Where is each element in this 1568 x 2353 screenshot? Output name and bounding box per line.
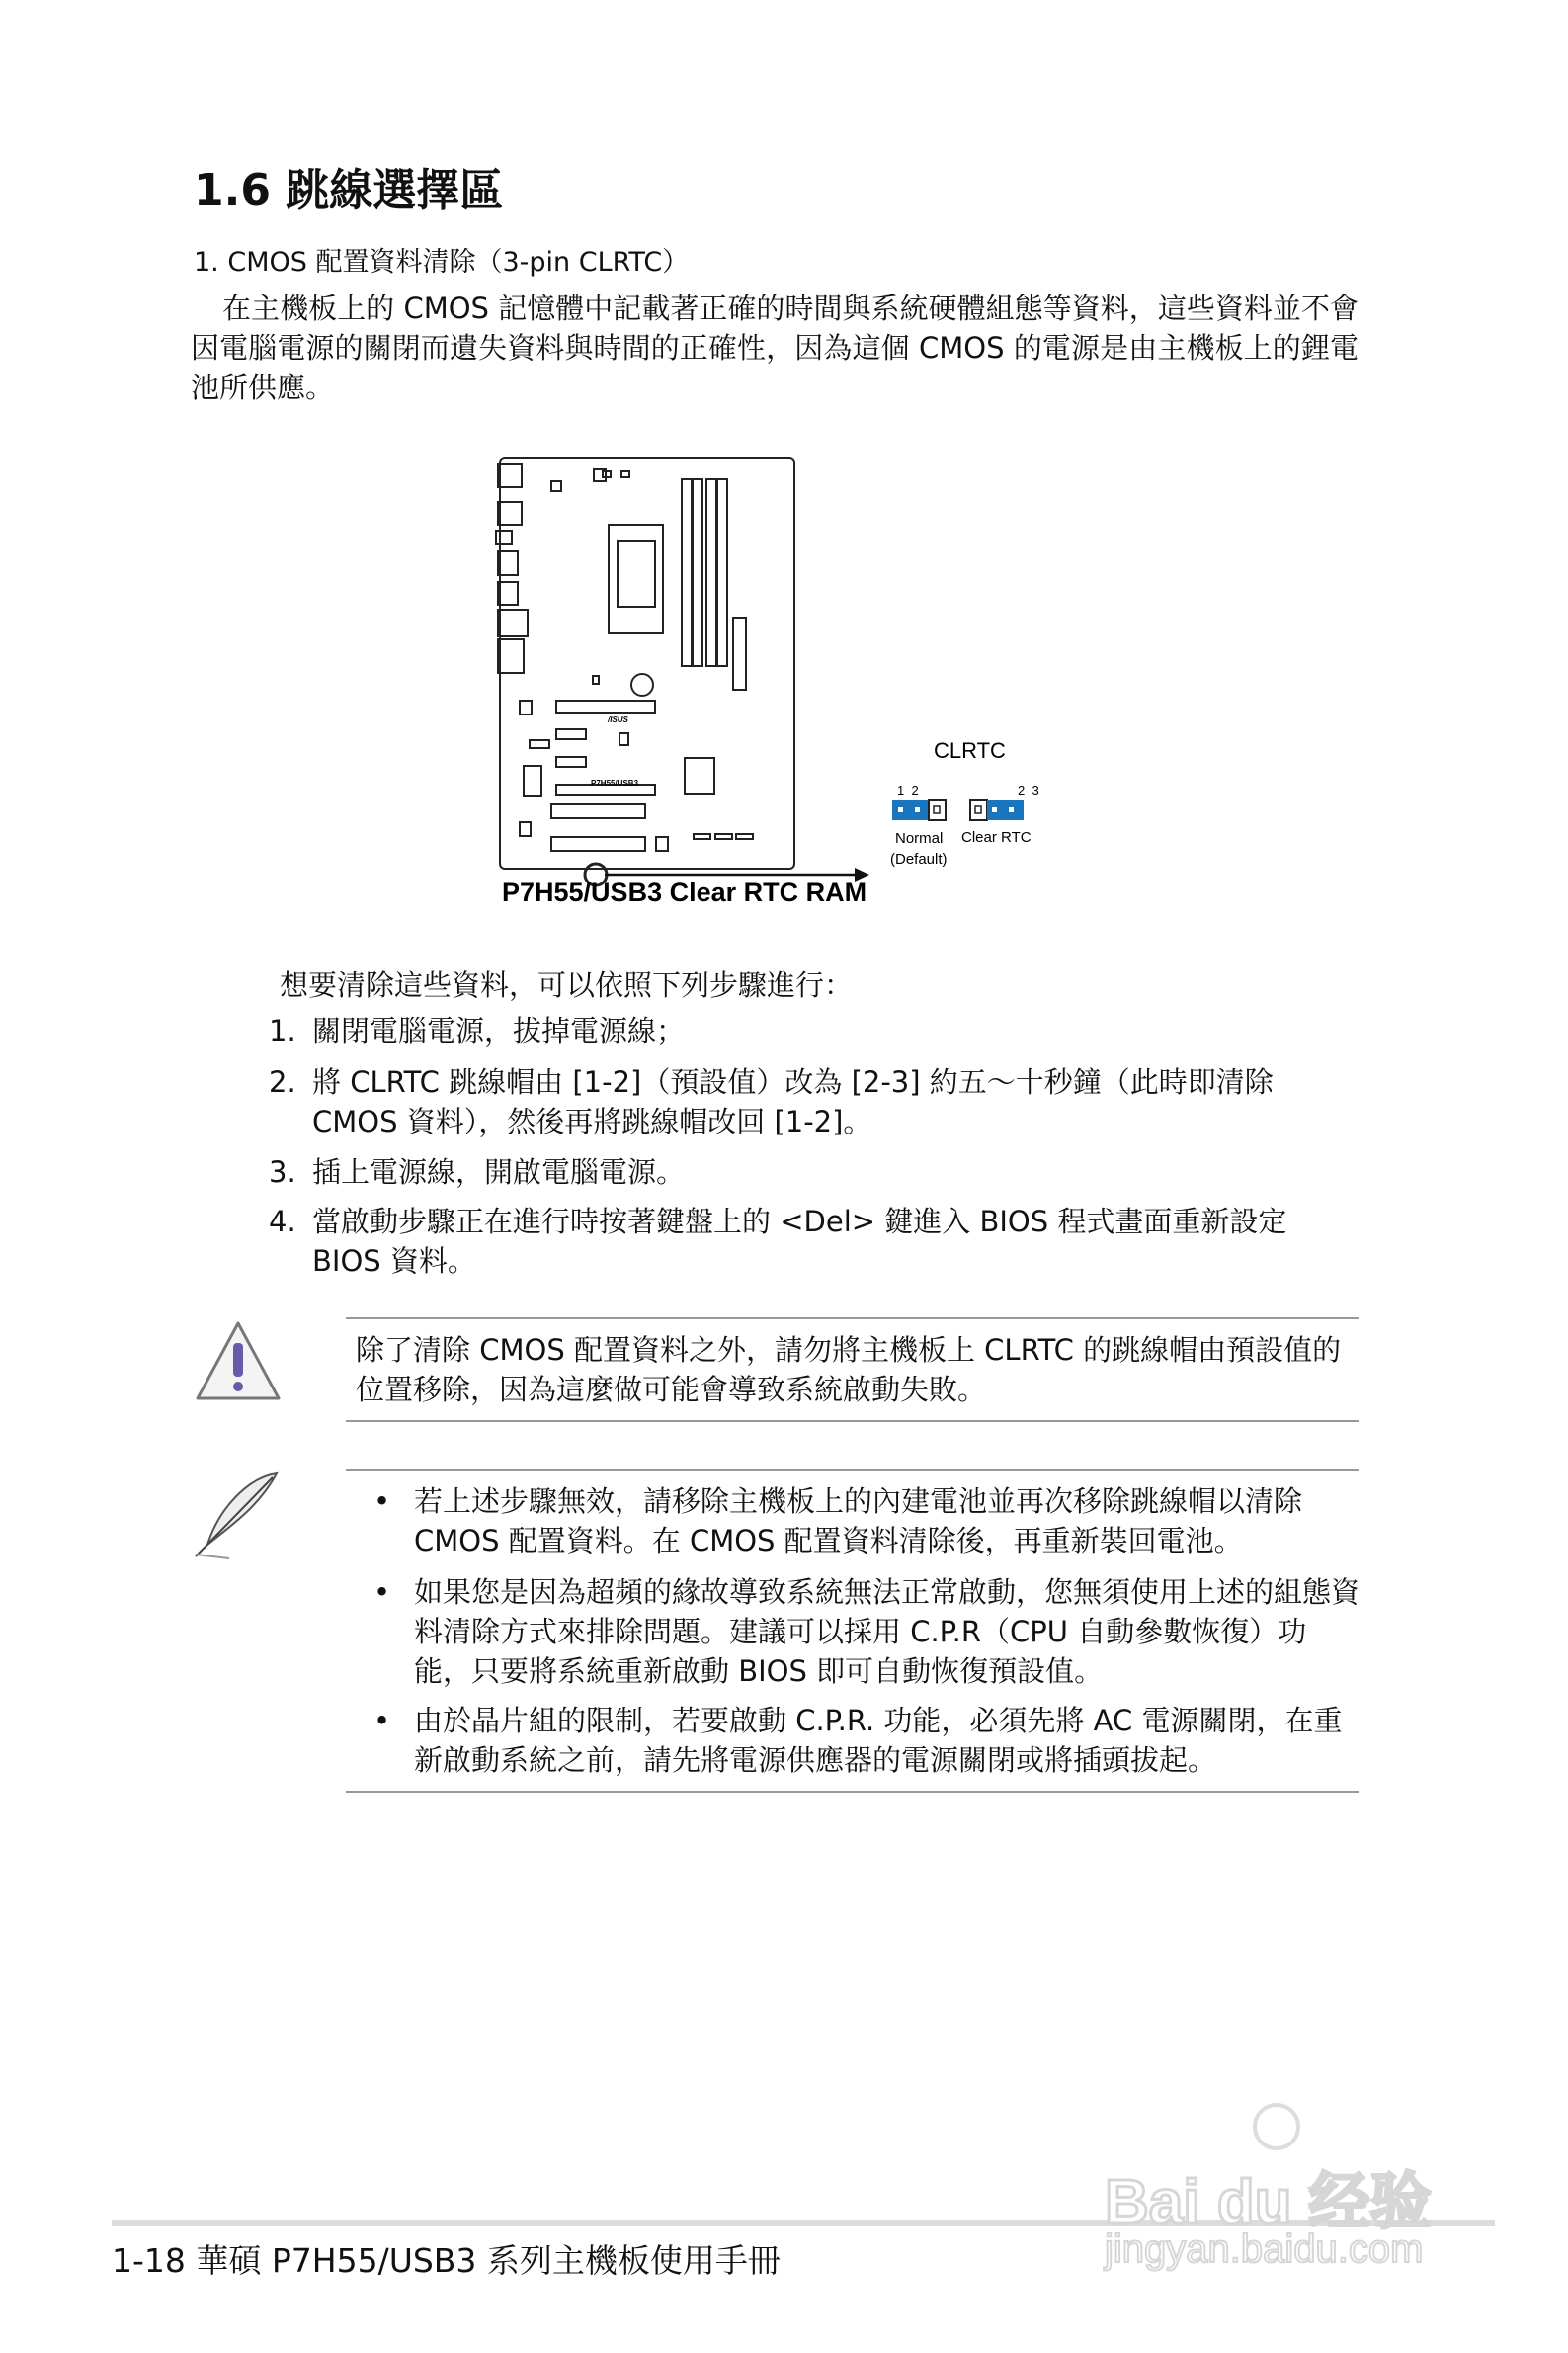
jumper-normal — [892, 800, 946, 820]
divider — [346, 1317, 1359, 1319]
step-number: 2. — [269, 1065, 296, 1099]
pcie-slot — [556, 701, 655, 713]
step-text: 關閉電腦電源，拔掉電源線； — [312, 1014, 686, 1048]
steps-intro: 想要清除這些資料，可以依照下列步驟進行： — [280, 968, 854, 1002]
dimm-slot — [682, 479, 692, 666]
step-text: 當啟動步驟正在進行時按著鍵盤上的 <Del> 鍵進入 BIOS 程式畫面重新設定 BIOS 資料。 — [312, 1205, 1287, 1278]
pci-slot — [551, 837, 645, 851]
watermark-brand: Bai du 经验 — [1105, 2168, 1432, 2236]
motherboard-diagram — [484, 450, 1097, 924]
clear-label: Clear RTC — [961, 829, 1032, 846]
step-item — [269, 1202, 1361, 1281]
paragraph-text: 在主機板上的 CMOS 記憶體中記載著正確的時間與系統硬體組態等資料，這些資料並不會因電腦電源的關閉而遺失資料與時間的正確性，因為這個 CMOS 的電源是由主機板上的鋰電池所供應。 — [191, 292, 1359, 404]
pci-slot — [551, 804, 645, 818]
normal-sub-label: (Default) — [890, 851, 948, 868]
note-text: 如果您是因為超頻的緣故導致系統無法正常啟動，您無須使用上述的組態資料清除方式來排除問題。建議可以採用 C.P.R（CPU 自動參數恢復）功能，只要將系統重新啟動 BIOS 即可自動恢復預設值。 — [414, 1575, 1361, 1688]
divider — [346, 1420, 1359, 1422]
jumper-clear — [970, 800, 1024, 820]
note-text: 由於晶片組的限制，若要啟動 C.P.R. 功能，必須先將 AC 電源關閉，在重新啟動系統之前，請先將電源供應器的電源關閉或將插頭拔起。 — [414, 1704, 1343, 1777]
step-text: 將 CLRTC 跳線帽由 [1-2]（預設值）改為 [2-3] 約五～十秒鐘（此時即清除 CMOS 資料），然後再將跳線帽改回 [1-2]。 — [312, 1065, 1274, 1138]
board-label: P7H55/USB3 — [591, 779, 639, 788]
diagram-caption: P7H55/USB3 Clear RTC RAM — [502, 878, 867, 907]
item-heading: 1. CMOS 配置資料清除（3-pin CLRTC） — [194, 247, 690, 278]
warning-text: 除了清除 CMOS 配置資料之外，請勿將主機板上 CLRTC 的跳線帽由預設值的位置移除，因為這麼做可能會導致系統啟動失敗。 — [356, 1333, 1342, 1406]
note-feather-icon — [190, 1468, 284, 1561]
bullet: • — [373, 1704, 391, 1737]
atx-power — [733, 618, 746, 690]
step-item — [269, 1011, 1361, 1050]
board-outline — [500, 458, 794, 869]
jumper-title: CLRTC — [934, 738, 1006, 763]
note-text: 若上述步驟無效，請移除主機板上的內建電池並再次移除跳線帽以清除 CMOS 配置資料。在 CMOS 配置資料清除後，再重新裝回電池。 — [414, 1484, 1303, 1557]
asus-logo: /ISUS — [608, 715, 628, 724]
step-text: 插上電源線，開啟電腦電源。 — [312, 1155, 686, 1189]
divider — [346, 1469, 1359, 1471]
step-item — [269, 1152, 1361, 1192]
note-item — [373, 1572, 1362, 1691]
bullet: • — [373, 1575, 391, 1609]
step-number: 1. — [269, 1014, 296, 1048]
clear-pin-numbers: 2 3 — [1018, 783, 1039, 798]
step-number: 3. — [269, 1155, 296, 1189]
normal-label: Normal — [895, 830, 944, 847]
watermark-url: jingyan.baidu.com — [1105, 2227, 1424, 2271]
normal-pin-numbers: 1 2 — [897, 783, 919, 798]
intro-paragraph — [191, 289, 1359, 407]
bullet: • — [373, 1484, 391, 1518]
paw-icon — [1253, 2103, 1300, 2150]
divider — [346, 1791, 1359, 1793]
note-item — [373, 1701, 1362, 1780]
step-item — [269, 1062, 1361, 1141]
warning-icon — [194, 1319, 283, 1403]
page-footer: 1-18 華碩 P7H55/USB3 系列主機板使用手冊 — [112, 2241, 781, 2280]
battery — [631, 674, 653, 696]
section-title: 1.6 跳線選擇區 — [194, 165, 504, 215]
note-item — [373, 1481, 1362, 1560]
step-number: 4. — [269, 1205, 296, 1238]
baidu-watermark — [1105, 2103, 1470, 2281]
